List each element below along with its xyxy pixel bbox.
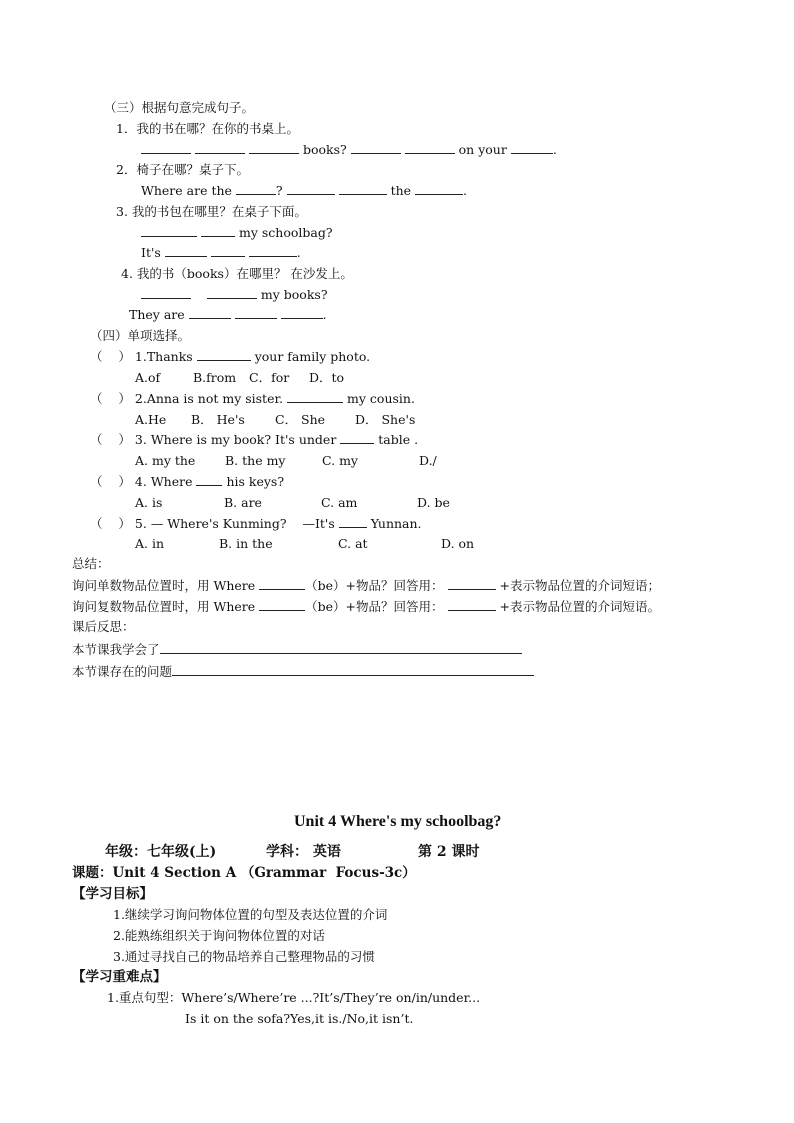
blank[interactable] [281, 307, 323, 319]
blank[interactable] [340, 432, 374, 444]
blank[interactable] [259, 599, 305, 611]
q3-1-english: books? on your . [141, 142, 557, 158]
blank[interactable] [339, 183, 387, 195]
option[interactable]: D. be [417, 495, 450, 510]
option[interactable]: A. is [135, 495, 163, 510]
option[interactable]: D．to [309, 370, 345, 385]
blank[interactable] [141, 225, 197, 237]
option[interactable]: D. on [441, 536, 475, 551]
blank[interactable] [196, 474, 222, 486]
subject-label: 学科： 英语 [266, 844, 341, 860]
section-3-heading: （三）根据句意完成句子。 [104, 100, 255, 115]
mc-q4: （ ） 4. Where his keys? [90, 474, 285, 489]
mc-q3-options [135, 453, 437, 469]
option[interactable]: B. the my [225, 453, 286, 468]
blank[interactable] [448, 578, 496, 590]
reflection-problems: 本节课存在的问题 [72, 664, 534, 680]
q3-2-chinese: 2．椅子在哪？桌子下。 [116, 162, 249, 177]
q3-3-chinese: 3. 我的书包在哪里？在桌子下面。 [116, 204, 307, 219]
blank[interactable] [160, 642, 522, 654]
q3-4-english-a: my books? [141, 287, 328, 303]
q3-3-english-a: my schoolbag? [141, 225, 333, 241]
option[interactable]: A.of [135, 370, 161, 385]
key-point-1: 1.重点句型：Where’s/Where’re ...?It’s/They’re on/in/under... [107, 990, 481, 1005]
summary-line-1: 询问单数物品位置时，用 Where （be）+物品？回答用： +表示物品位置的介词短语； [72, 578, 660, 593]
blank[interactable] [141, 287, 191, 299]
option[interactable]: A. my the [135, 453, 196, 468]
option[interactable]: D． She's [355, 412, 416, 427]
summary-line-2: 询问复数物品位置时，用 Where （be）+物品？回答用： +表示物品位置的介词短语。 [72, 599, 660, 614]
q3-2-english: Where are the ? the . [141, 183, 468, 198]
blank[interactable] [405, 142, 455, 154]
mc-q2-options [135, 412, 415, 428]
blank[interactable] [249, 245, 297, 257]
goals-heading: 【学习目标】 [72, 886, 153, 902]
q3-4-chinese: 4. 我的书（books）在哪里？ 在沙发上。 [121, 266, 353, 281]
blank[interactable] [201, 225, 235, 237]
option[interactable]: D./ [419, 453, 437, 468]
option[interactable]: C. at [338, 536, 368, 551]
reflection-learned: 本节课我学会了 [72, 642, 522, 658]
mc-q2: （ ） 2.Anna is not my sister. my cousin. [90, 391, 415, 406]
blank[interactable] [287, 183, 335, 195]
mc-q1-options [135, 370, 344, 386]
option[interactable]: A.He [135, 412, 167, 427]
blank[interactable] [339, 516, 367, 528]
blank[interactable] [236, 183, 276, 195]
q3-4-english-b: They are . [129, 307, 327, 322]
blank[interactable] [195, 142, 245, 154]
summary-heading: 总结： [72, 556, 110, 571]
blank[interactable] [511, 142, 553, 154]
blank[interactable] [141, 142, 191, 154]
goal-2: 2.能熟练组织关于询问物体位置的对话 [113, 928, 325, 943]
q3-1-chinese: 1．我的书在哪？在你的书桌上。 [116, 121, 299, 136]
mc-q5-options [135, 536, 474, 552]
option[interactable]: B. in the [219, 536, 273, 551]
section-4-heading: （四）单项选择。 [90, 328, 191, 343]
unit-title: Unit 4 Where's my schoolbag? [294, 813, 502, 830]
mc-q3: （ ） 3. Where is my book? It's under table . [90, 432, 419, 447]
option[interactable]: B. are [224, 495, 262, 510]
grade-label: 年级：七年级(上) [105, 844, 217, 860]
period-label: 第 2 课时 [418, 844, 480, 860]
option[interactable]: C. am [321, 495, 358, 510]
blank[interactable] [287, 391, 343, 403]
goal-3: 3.通过寻找自己的物品培养自己整理物品的习惯 [113, 949, 375, 964]
goal-1: 1.继续学习询问物体位置的句型及表达位置的介词 [113, 907, 388, 922]
blank[interactable] [415, 183, 463, 195]
blank[interactable] [448, 599, 496, 611]
blank[interactable] [165, 245, 207, 257]
q3-3-english-b: It's . [141, 245, 301, 260]
mc-q4-options [135, 495, 450, 511]
option[interactable]: C．for [249, 370, 290, 385]
option[interactable]: A. in [135, 536, 165, 551]
key-point-2: Is it on the sofa?Yes,it is./No,it isn’t. [185, 1011, 414, 1026]
mc-q5: （ ） 5. — Where's Kunming? —It's Yunnan. [90, 516, 422, 531]
blank[interactable] [259, 578, 305, 590]
blank[interactable] [235, 307, 277, 319]
blank[interactable] [249, 142, 299, 154]
option[interactable]: B． He's [191, 412, 245, 427]
blank[interactable] [189, 307, 231, 319]
blank[interactable] [197, 349, 251, 361]
option[interactable]: C. my [322, 453, 358, 468]
option[interactable]: B.from [193, 370, 237, 385]
blank[interactable] [211, 245, 245, 257]
blank[interactable] [207, 287, 257, 299]
key-points-heading: 【学习重难点】 [72, 969, 167, 985]
mc-q1: （ ） 1.Thanks your family photo. [90, 349, 371, 364]
blank[interactable] [351, 142, 401, 154]
blank[interactable] [172, 664, 534, 676]
option[interactable]: C． She [275, 412, 326, 427]
lesson-topic: 课题：Unit 4 Section A （Grammar Focus-3c） [72, 865, 416, 881]
reflection-heading: 课后反思： [72, 619, 135, 634]
